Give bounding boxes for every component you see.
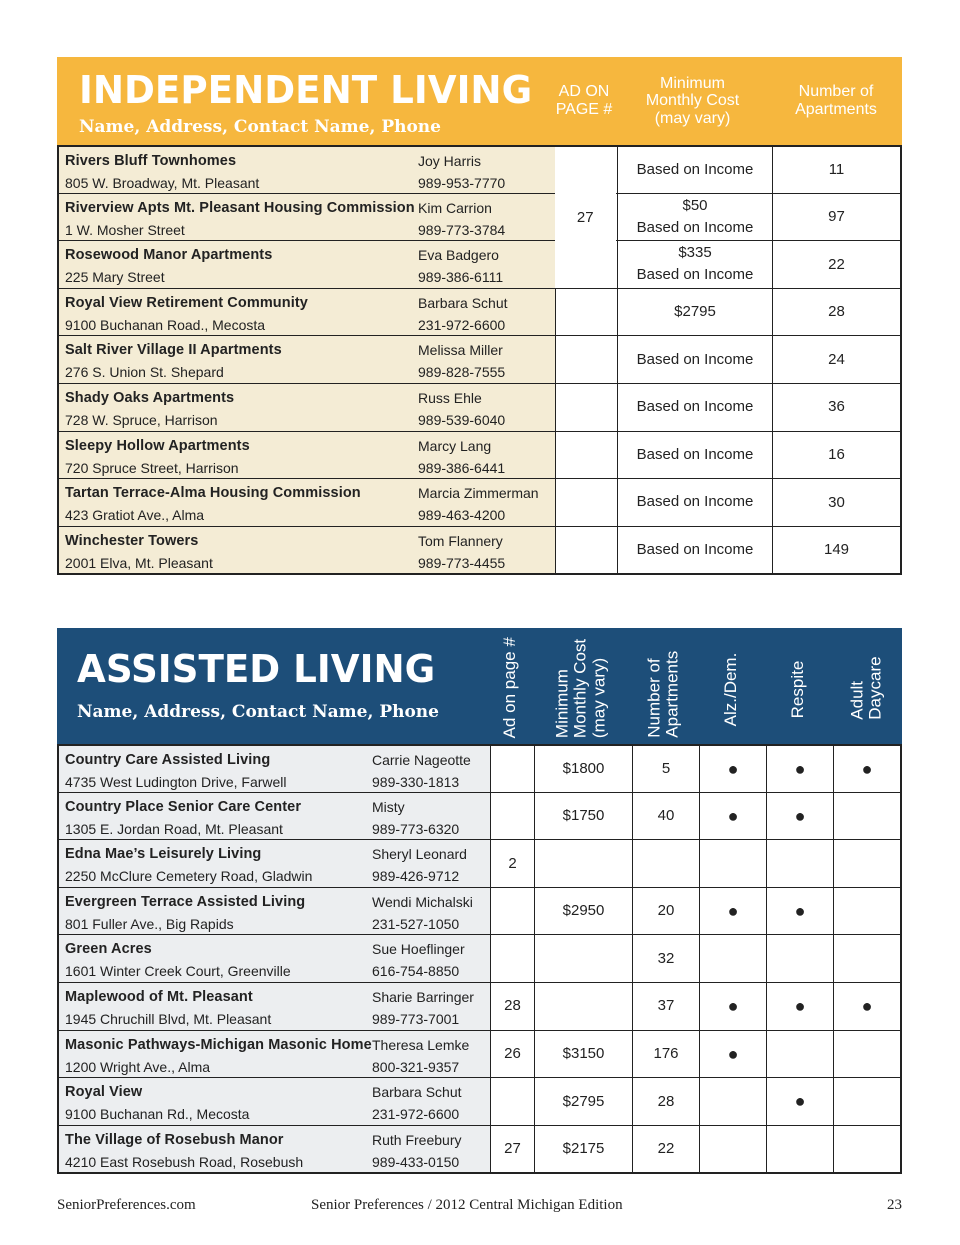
ad-page-cell (555, 479, 617, 526)
contact-phone: 989-386-6111 (418, 269, 504, 286)
contact-phone: 616-754-8850 (372, 963, 460, 980)
assisted-col-apartments (630, 628, 697, 744)
monthly-cost-text: $50 (682, 196, 708, 214)
ad-page-cell: 27 (490, 1126, 534, 1173)
monthly-cost-cell (534, 983, 632, 1030)
facility-info (59, 888, 490, 935)
facility-contact (372, 843, 467, 887)
col-cost-line: Minimum (552, 669, 572, 738)
monthly-cost-text: $2795 (674, 303, 716, 321)
contact-phone: 989-426-9712 (372, 868, 460, 885)
monthly-cost-text: Based on Income (636, 218, 754, 236)
footer-website: SeniorPreferences.com (57, 1197, 196, 1213)
facility-info (59, 336, 555, 383)
adult-daycare-cell (833, 983, 900, 1030)
table-row (59, 839, 900, 887)
monthly-cost-cell (617, 241, 772, 288)
facility-info (59, 1126, 490, 1173)
apartments-cell: 176 (632, 1031, 699, 1078)
facility-address: 2250 McClure Cemetery Road, Gladwin (65, 868, 313, 885)
facility-address: 720 Spruce Street, Harrison (65, 459, 239, 476)
adult-daycare-cell (833, 888, 900, 935)
table-row (59, 792, 900, 840)
facility-info (59, 194, 555, 241)
facility-name-address (65, 292, 418, 336)
facility-name-address (65, 938, 372, 982)
contact-phone: 989-773-4455 (418, 554, 506, 571)
ad-page-cell (555, 384, 617, 431)
ad-page-cell (490, 935, 534, 982)
monthly-cost-text: $335 (678, 244, 712, 262)
facility-name: Edna Mae’s Leisurely Living (65, 846, 262, 863)
facility-address: 9100 Buchanan Road., Mecosta (65, 316, 266, 333)
facility-name-address (65, 986, 372, 1030)
facility-name: Royal View (65, 1084, 143, 1101)
page-number: 23 (887, 1197, 902, 1213)
bullet-icon: ● (794, 996, 806, 1017)
facility-info (59, 793, 490, 840)
facility-name-address (65, 482, 418, 526)
monthly-cost-cell (617, 432, 772, 479)
bullet-icon: ● (794, 901, 806, 922)
facility-name: The Village of Rosebush Manor (65, 1131, 284, 1148)
facility-name: Country Care Assisted Living (65, 752, 271, 768)
facility-contact (418, 482, 539, 526)
monthly-cost-text: Based on Income (636, 493, 754, 511)
facility-info (59, 1031, 490, 1078)
assisted-subtitle: Name, Address, Contact Name, Phone (77, 702, 439, 722)
respite-cell (766, 1126, 833, 1173)
contact-name: Wendi Michalski (372, 893, 473, 910)
page-footer (57, 1197, 902, 1217)
adult-daycare-cell (833, 935, 900, 982)
monthly-cost-cell (617, 194, 772, 241)
ad-page-cell (555, 527, 617, 574)
facility-info (59, 840, 490, 887)
facility-name: Tartan Terrace-Alma Housing Commission (65, 485, 361, 502)
contact-name: Eva Badgero (418, 247, 499, 264)
facility-contact (418, 244, 503, 288)
monthly-cost-cell (617, 527, 772, 574)
table-row (59, 934, 900, 982)
facility-address: 1305 E. Jordan Road, Mt. Pleasant (65, 820, 283, 837)
apartments-cell: 32 (632, 935, 699, 982)
facility-contact (418, 530, 505, 574)
table-row (59, 335, 900, 383)
facility-info (59, 479, 555, 526)
monthly-cost-cell: $2175 (534, 1126, 632, 1173)
contact-name: Barbara Schut (418, 294, 508, 311)
monthly-cost-cell: $2950 (534, 888, 632, 935)
col-cost-line: Minimum (660, 74, 725, 92)
contact-phone: 989-330-1813 (372, 774, 460, 790)
facility-contact (418, 435, 505, 479)
facility-name-address (65, 387, 418, 431)
ad-page-cell (490, 888, 534, 935)
apartments-cell: 22 (632, 1126, 699, 1173)
col-num-line: Number of (644, 658, 664, 738)
ad-page-cell (555, 336, 617, 383)
table-row (59, 526, 900, 574)
alz-dem-cell (699, 746, 766, 792)
adult-daycare-cell (833, 1031, 900, 1078)
facility-address: 2001 Elva, Mt. Pleasant (65, 554, 213, 571)
table-row (59, 145, 900, 193)
ad-page-cell: 26 (490, 1031, 534, 1078)
facility-name-address (65, 891, 372, 935)
monthly-cost-cell (617, 336, 772, 383)
facility-name: Winchester Towers (65, 532, 199, 549)
facility-contact (418, 150, 505, 194)
facility-contact (418, 292, 508, 336)
facility-info (59, 241, 555, 288)
contact-phone: 989-463-4200 (418, 507, 506, 524)
facility-contact (372, 749, 471, 793)
bullet-icon: ● (727, 805, 739, 826)
bullet-icon: ● (861, 758, 873, 779)
facility-info (59, 289, 555, 336)
respite-cell (766, 1078, 833, 1125)
monthly-cost-cell (617, 384, 772, 431)
contact-phone: 800-321-9357 (372, 1058, 460, 1075)
monthly-cost-cell (534, 840, 632, 887)
adult-daycare-cell (833, 793, 900, 840)
facility-contact (372, 1129, 461, 1173)
ad-page-cell: 28 (490, 983, 534, 1030)
facility-name: Riverview Apts Mt. Pleasant Housing Commission (65, 199, 415, 216)
facility-name-address (65, 1081, 372, 1125)
col-ad-line: Ad on page # (499, 636, 519, 738)
facility-info (59, 983, 490, 1030)
facility-info (59, 147, 555, 193)
ad-page-cell (555, 289, 617, 336)
monthly-cost-cell (534, 935, 632, 982)
contact-name: Sheryl Leonard (372, 846, 467, 863)
contact-name: Kim Carrion (418, 199, 492, 216)
assisted-rows (57, 744, 902, 1174)
contact-phone: 989-773-3784 (418, 221, 506, 238)
independent-col-apartments (770, 57, 902, 145)
contact-name: Misty (372, 798, 405, 815)
facility-contact (372, 986, 474, 1030)
bullet-icon: ● (861, 996, 873, 1017)
table-row (59, 288, 900, 336)
alz-dem-cell (699, 1078, 766, 1125)
col-cost-line: (may vary) (654, 109, 731, 127)
contact-name: Marcia Zimmerman (418, 485, 539, 502)
assisted-title: ASSISTED LIVING (77, 647, 436, 691)
facility-address: 1 W. Mosher Street (65, 221, 185, 238)
facility-contact (372, 1034, 469, 1078)
respite-cell (766, 983, 833, 1030)
facility-name: Green Acres (65, 941, 152, 958)
col-ad-line: AD ON (558, 83, 610, 101)
respite-cell (766, 840, 833, 887)
facility-name: Salt River Village II Apartments (65, 342, 282, 359)
independent-title: INDEPENDENT LIVING (79, 68, 533, 112)
apartments-cell: 22 (772, 241, 900, 288)
contact-phone: 989-773-6320 (372, 820, 460, 837)
assisted-col-respite (764, 628, 831, 744)
facility-address: 423 Gratiot Ave., Alma (65, 507, 205, 524)
apartments-cell: 30 (772, 479, 900, 526)
col-alz-line: Alz./Dem. (720, 652, 740, 726)
facility-name: Evergreen Terrace Assisted Living (65, 893, 306, 910)
facility-address: 9100 Buchanan Rd., Mecosta (65, 1106, 250, 1123)
apartments-cell: 28 (772, 289, 900, 336)
table-row (59, 1125, 900, 1173)
facility-name: Shady Oaks Apartments (65, 389, 235, 406)
facility-name: Rivers Bluff Townhomes (65, 153, 237, 169)
facility-name-address (65, 843, 372, 887)
respite-cell (766, 746, 833, 792)
apartments-cell: 24 (772, 336, 900, 383)
independent-rows (57, 145, 902, 575)
facility-name-address (65, 1129, 372, 1173)
contact-name: Joy Harris (418, 153, 482, 169)
monthly-cost-text: Based on Income (636, 445, 754, 463)
facility-contact (418, 387, 505, 431)
independent-col-cost (615, 57, 770, 145)
monthly-cost-cell: $1800 (534, 746, 632, 792)
facility-address: 1601 Winter Creek Court, Greenville (65, 963, 291, 980)
bullet-icon: ● (727, 1043, 739, 1064)
contact-name: Marcy Lang (418, 437, 492, 454)
facility-contact (372, 796, 459, 840)
facility-name-address (65, 435, 418, 479)
contact-phone: 989-953-7770 (418, 175, 506, 191)
respite-cell (766, 935, 833, 982)
facility-info (59, 935, 490, 982)
independent-title-block (57, 57, 553, 145)
monthly-cost-cell: $2795 (534, 1078, 632, 1125)
facility-info (59, 432, 555, 479)
contact-phone: 989-828-7555 (418, 364, 506, 381)
facility-info (59, 746, 490, 792)
adult-daycare-cell (833, 840, 900, 887)
independent-living-table (57, 57, 902, 575)
apartments-cell: 149 (772, 527, 900, 574)
monthly-cost-text: Based on Income (636, 541, 754, 559)
contact-name: Russ Ehle (418, 389, 482, 406)
facility-address: 801 Fuller Ave., Big Rapids (65, 915, 234, 932)
col-cost-line: Monthly Cost (645, 92, 740, 110)
contact-phone: 989-539-6040 (418, 411, 506, 428)
table-row (59, 431, 900, 479)
alz-dem-cell (699, 888, 766, 935)
monthly-cost-text: Based on Income (636, 350, 754, 368)
ad-page-cell (490, 1078, 534, 1125)
assisted-title-block (57, 628, 488, 744)
apartments-cell: 11 (772, 147, 900, 193)
alz-dem-cell (699, 935, 766, 982)
facility-address: 4735 West Ludington Drive, Farwell (65, 774, 287, 790)
monthly-cost-text: Based on Income (636, 266, 754, 284)
bullet-icon: ● (727, 758, 739, 779)
facility-address: 805 W. Broadway, Mt. Pleasant (65, 175, 260, 191)
facility-name: Masonic Pathways-Michigan Masonic Home (65, 1036, 372, 1053)
facility-address: 1945 Chruchill Blvd, Mt. Pleasant (65, 1010, 272, 1027)
facility-info (59, 1078, 490, 1125)
facility-name-address (65, 749, 372, 793)
table-row (59, 887, 900, 935)
apartments-cell: 36 (772, 384, 900, 431)
facility-name: Country Place Senior Care Center (65, 798, 302, 815)
col-day-line: Adult (847, 681, 867, 720)
facility-name-address (65, 796, 372, 840)
contact-name: Theresa Lemke (372, 1036, 470, 1053)
facility-name: Sleepy Hollow Apartments (65, 437, 250, 454)
facility-info (59, 527, 555, 574)
assisted-col-cost (532, 628, 630, 744)
assisted-header (57, 628, 902, 744)
alz-dem-cell (699, 840, 766, 887)
contact-name: Barbara Schut (372, 1084, 462, 1101)
footer-publication: Senior Preferences / 2012 Central Michigan Edition (311, 1197, 623, 1213)
bullet-icon: ● (794, 1091, 806, 1112)
contact-phone: 989-433-0150 (372, 1153, 460, 1170)
facility-name-address (65, 1034, 372, 1078)
facility-contact (372, 938, 465, 982)
monthly-cost-text: Based on Income (636, 398, 754, 416)
col-day-line: Daycare (865, 656, 885, 720)
respite-cell (766, 888, 833, 935)
col-num-line: Number of (798, 83, 874, 101)
contact-name: Melissa Miller (418, 342, 503, 359)
table-row (59, 1077, 900, 1125)
apartments-cell: 20 (632, 888, 699, 935)
assisted-col-ad (488, 628, 532, 744)
facility-name: Royal View Retirement Community (65, 294, 308, 311)
facility-name-address (65, 197, 418, 241)
monthly-cost-cell (617, 289, 772, 336)
facility-contact (372, 891, 473, 935)
col-cost-line: (may vary) (589, 657, 609, 738)
facility-address: 1200 Wright Ave., Alma (65, 1058, 211, 1075)
col-num-line: Apartments (662, 651, 682, 738)
facility-name-address (65, 339, 418, 383)
facility-contact (372, 1081, 462, 1125)
facility-name: Maplewood of Mt. Pleasant (65, 988, 253, 1005)
col-ad-line: PAGE # (555, 101, 613, 118)
bullet-icon: ● (794, 805, 806, 826)
apartments-cell: 5 (632, 746, 699, 792)
ad-page-cell (490, 793, 534, 840)
contact-name: Sue Hoeflinger (372, 941, 465, 958)
contact-phone: 231-972-6600 (418, 316, 506, 333)
bullet-icon: ● (727, 996, 739, 1017)
bullet-icon: ● (794, 758, 806, 779)
contact-name: Carrie Nageotte (372, 752, 471, 768)
independent-header (57, 57, 902, 145)
monthly-cost-cell (617, 147, 772, 193)
contact-phone: 231-527-1050 (372, 915, 460, 932)
contact-name: Sharie Barringer (372, 988, 474, 1005)
adult-daycare-cell (833, 1078, 900, 1125)
table-row (59, 744, 900, 792)
facility-address: 4210 East Rosebush Road, Rosebush (65, 1153, 304, 1170)
ad-page-cell: 2 (490, 840, 534, 887)
contact-name: Tom Flannery (418, 532, 503, 549)
contact-phone: 231-972-6600 (372, 1106, 460, 1123)
facility-name: Rosewood Manor Apartments (65, 247, 273, 264)
apartments-cell: 16 (772, 432, 900, 479)
facility-address: 728 W. Spruce, Harrison (65, 411, 218, 428)
table-row (59, 982, 900, 1030)
table-row (59, 240, 900, 288)
facility-name-address (65, 244, 418, 288)
facility-name-address (65, 150, 418, 194)
monthly-cost-cell: $3150 (534, 1031, 632, 1078)
table-row (59, 193, 900, 241)
alz-dem-cell (699, 1031, 766, 1078)
ad-page-merged: 27 (555, 147, 616, 288)
contact-phone: 989-386-6441 (418, 459, 506, 476)
alz-dem-cell (699, 983, 766, 1030)
col-resp-line: Respite (787, 660, 807, 718)
ad-page-cell (555, 432, 617, 479)
facility-contact (418, 339, 505, 383)
assisted-col-daycare (831, 628, 902, 744)
monthly-cost-cell: $1750 (534, 793, 632, 840)
apartments-cell: 40 (632, 793, 699, 840)
bullet-icon: ● (727, 901, 739, 922)
respite-cell (766, 793, 833, 840)
independent-subtitle: Name, Address, Contact Name, Phone (79, 117, 441, 137)
table-row (59, 478, 900, 526)
col-num-line: Apartments (795, 101, 877, 118)
apartments-cell: 97 (772, 194, 900, 241)
facility-name-address (65, 530, 418, 574)
alz-dem-cell (699, 1126, 766, 1173)
facility-address: 276 S. Union St. Shepard (65, 364, 224, 381)
apartments-cell (632, 840, 699, 887)
contact-name: Ruth Freebury (372, 1131, 462, 1148)
independent-col-ad (553, 57, 615, 145)
table-row (59, 383, 900, 431)
apartments-cell: 28 (632, 1078, 699, 1125)
apartments-cell: 37 (632, 983, 699, 1030)
table-row (59, 1030, 900, 1078)
contact-phone: 989-773-7001 (372, 1010, 460, 1027)
facility-address: 225 Mary Street (65, 269, 165, 286)
facility-info (59, 384, 555, 431)
facility-contact (418, 197, 505, 241)
adult-daycare-cell (833, 1126, 900, 1173)
assisted-living-table (57, 628, 902, 1174)
ad-page-cell (490, 746, 534, 792)
monthly-cost-text: Based on Income (636, 160, 754, 178)
col-cost-line: Monthly Cost (570, 638, 590, 738)
monthly-cost-cell (617, 479, 772, 526)
adult-daycare-cell (833, 746, 900, 792)
respite-cell (766, 1031, 833, 1078)
alz-dem-cell (699, 793, 766, 840)
assisted-col-alz (697, 628, 764, 744)
